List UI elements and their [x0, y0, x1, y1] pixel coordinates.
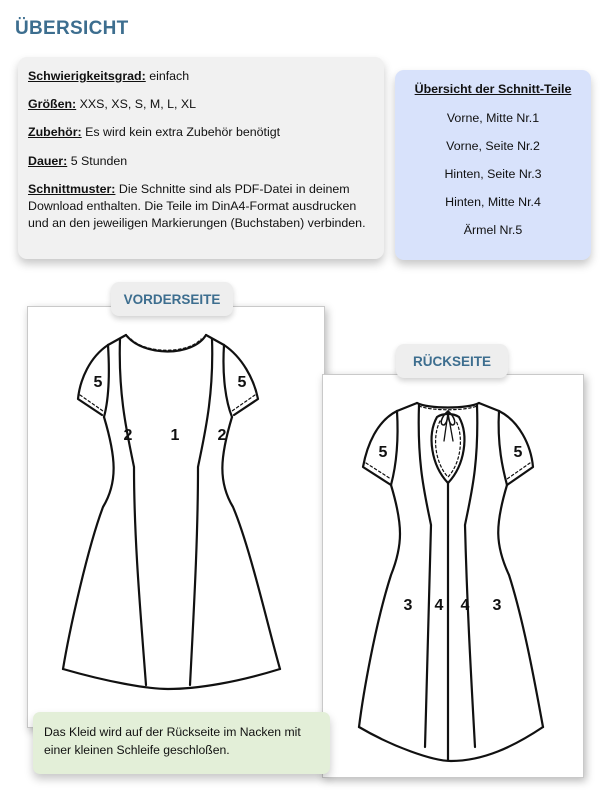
- back-number-center-right: 4: [460, 597, 470, 614]
- back-number-sleeve-right: 5: [513, 444, 523, 461]
- parts-item: Vorne, Mitte Nr.1: [446, 111, 540, 125]
- front-view-panel: [27, 306, 325, 728]
- accessories-value: Es wird kein extra Zubehör benötigt: [81, 125, 281, 139]
- parts-item: Hinten, Seite Nr.3: [444, 167, 542, 181]
- front-number-center: 1: [170, 427, 180, 444]
- back-number-side-left: 3: [403, 597, 413, 614]
- front-view-label: VORDERSEITE: [111, 282, 233, 316]
- sizes-row: [28, 96, 374, 113]
- sizes-label: Größen:: [28, 97, 77, 111]
- closure-note-card: [33, 712, 330, 774]
- difficulty-label: Schwierigkeitsgrad:: [28, 69, 146, 83]
- back-number-side-right: 3: [492, 597, 502, 614]
- back-number-sleeve-left: 5: [378, 444, 388, 461]
- accessories-label: Zubehör:: [28, 125, 82, 139]
- duration-row: [28, 153, 374, 170]
- parts-item: Hinten, Mitte Nr.4: [445, 195, 541, 209]
- front-number-sleeve-left: 5: [93, 374, 103, 391]
- back-dress-drawing: [323, 375, 583, 777]
- front-number-sleeve-right: 5: [237, 374, 247, 391]
- pattern-row: [28, 181, 374, 232]
- difficulty-value: einfach: [145, 69, 190, 83]
- pattern-label: Schnittmuster:: [28, 182, 116, 196]
- front-number-side-right: 2: [217, 427, 227, 444]
- front-dress-drawing: [28, 307, 324, 727]
- parts-overview-card: [395, 70, 591, 260]
- duration-label: Dauer:: [28, 154, 68, 168]
- difficulty-row: [28, 68, 374, 85]
- closure-note-text: Das Kleid wird auf der Rückseite im Nacken mit einer kleinen Schleife geschloßen.: [44, 725, 301, 757]
- parts-item: Ärmel Nr.5: [463, 223, 523, 237]
- parts-item: Vorne, Seite Nr.2: [446, 139, 540, 153]
- back-view-panel: [322, 374, 584, 778]
- parts-heading: Übersicht der Schnitt-Teile: [414, 82, 572, 96]
- back-view-label: RÜCKSEITE: [396, 344, 508, 378]
- front-number-side-left: 2: [123, 427, 133, 444]
- info-card: [18, 57, 384, 259]
- back-number-center-left: 4: [434, 597, 444, 614]
- page-title: ÜBERSICHT: [15, 18, 129, 39]
- sizes-value: XXS, XS, S, M, L, XL: [76, 97, 197, 111]
- duration-value: 5 Stunden: [67, 154, 128, 168]
- accessories-row: [28, 124, 374, 141]
- pattern-value: Die Schnitte sind als PDF-Datei in deinem Download enthalten. Die Teile im DinA4-Format ausdrucken und an den jeweiligen Markierungen (Buchstaben) verbinden.: [28, 182, 366, 230]
